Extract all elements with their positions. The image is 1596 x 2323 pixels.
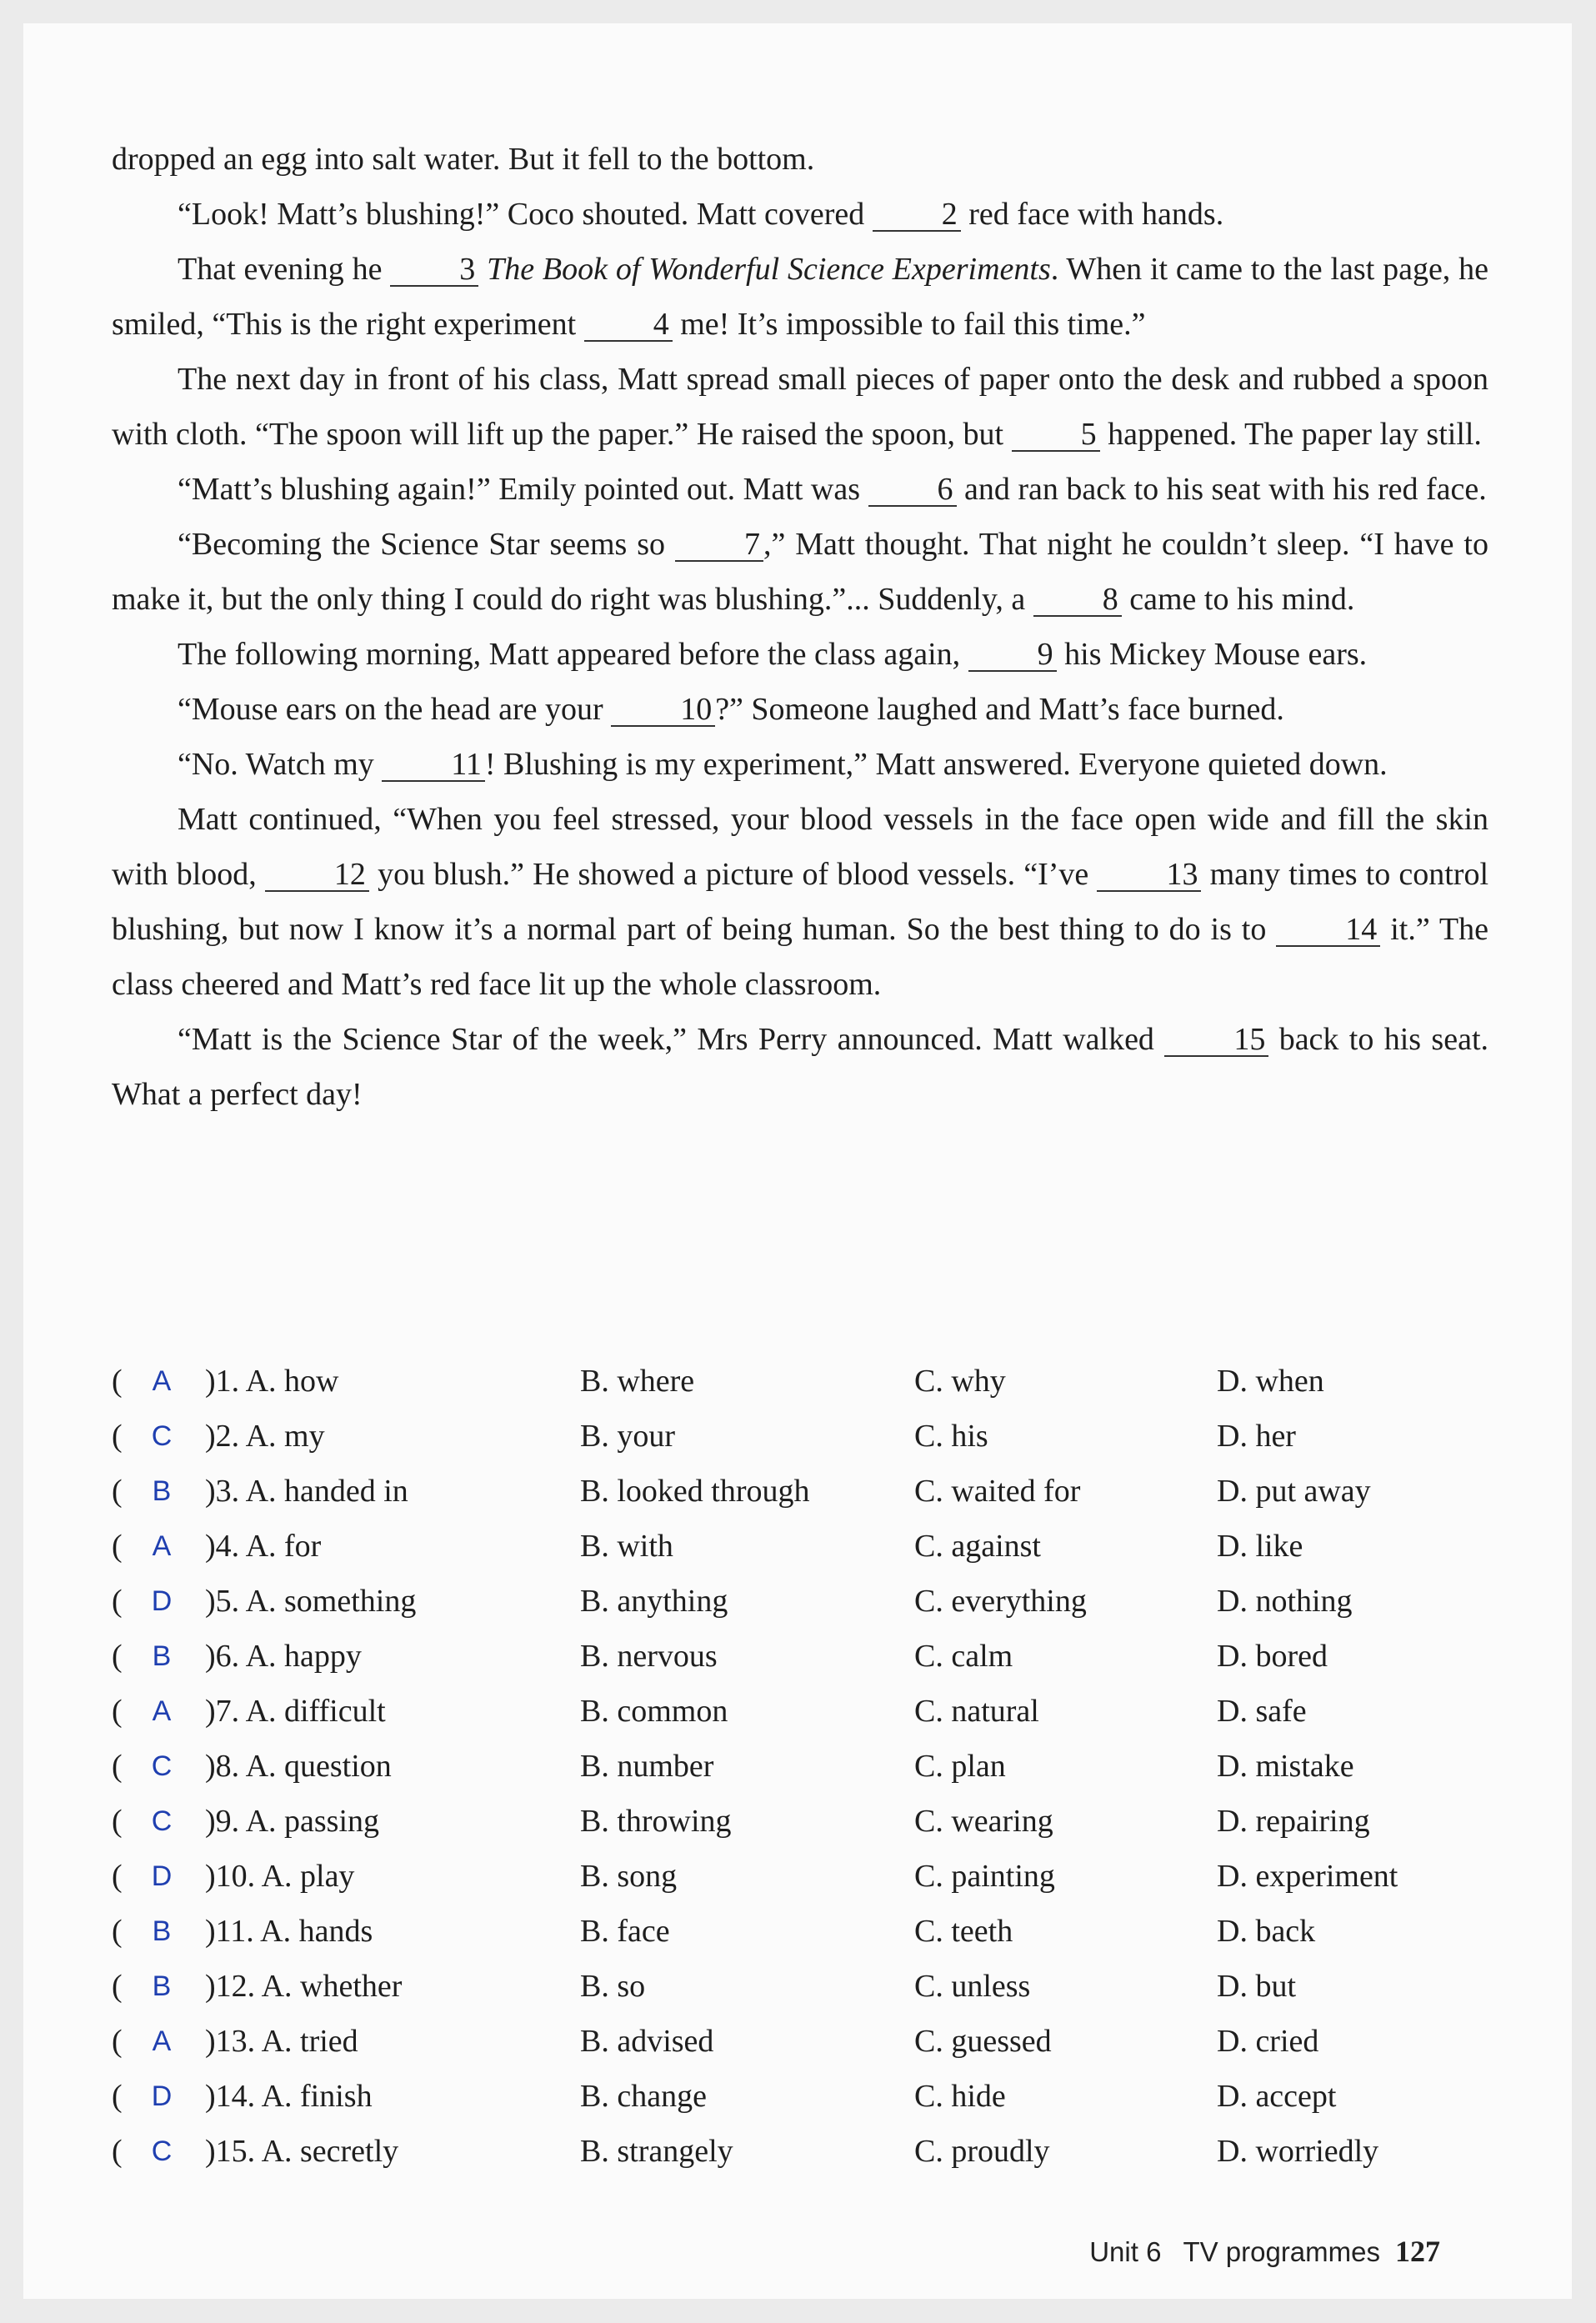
answer-mark: A bbox=[152, 1530, 172, 1562]
option-c: C. waited for bbox=[914, 1474, 1081, 1509]
option-d: D. nothing bbox=[1217, 1584, 1353, 1619]
blank-3: 3 bbox=[390, 253, 478, 287]
option-b: B. anything bbox=[580, 1584, 728, 1619]
paragraph-text: it.” The class cheered and Matt’s red face lit up the whole classroom. bbox=[112, 912, 1489, 1002]
option-d: D. bored bbox=[1217, 1639, 1328, 1674]
option-d: D. mistake bbox=[1217, 1749, 1354, 1784]
question-row: ( D )14. A. finish B. change C. hide D. accept bbox=[112, 2069, 1528, 2124]
option-a: A. tried bbox=[261, 2024, 358, 2059]
option-c: C. natural bbox=[914, 1694, 1039, 1729]
blank-14: 14 bbox=[1276, 914, 1380, 947]
blank-10: 10 bbox=[611, 693, 715, 727]
cloze-passage bbox=[112, 132, 1488, 1122]
option-a: A. handed in bbox=[245, 1474, 408, 1509]
paragraph-text: “Matt is the Science Star of the week,” Mrs Perry announced. Matt walked bbox=[178, 1022, 1154, 1057]
option-d: D. cried bbox=[1217, 2024, 1319, 2059]
answer-mark: B bbox=[152, 1640, 172, 1672]
question-row: ( B )3. A. handed in B. looked through C. waited for D. put away bbox=[112, 1464, 1528, 1519]
paragraph-text: ! Blushing is my experiment,” Matt answered. Everyone quieted down. bbox=[484, 747, 1388, 782]
paragraph-text: you blush.” He showed a picture of blood vessels. “I’ve bbox=[378, 857, 1089, 892]
option-c: C. calm bbox=[914, 1639, 1013, 1674]
option-b: B. strangely bbox=[580, 2134, 733, 2169]
option-d: D. put away bbox=[1217, 1474, 1371, 1509]
blank-11: 11 bbox=[382, 748, 485, 782]
question-number: )8. bbox=[205, 1749, 240, 1784]
option-a: A. how bbox=[245, 1364, 339, 1399]
question-row: ( C )15. A. secretly B. strangely C. proudly D. worriedly bbox=[112, 2124, 1528, 2179]
question-number: )14. bbox=[205, 2079, 256, 2114]
blank-2: 2 bbox=[873, 198, 961, 232]
blank-8: 8 bbox=[1033, 583, 1122, 617]
answer-mark: C bbox=[151, 2135, 173, 2167]
option-a: A. question bbox=[245, 1749, 392, 1784]
option-d: D. repairing bbox=[1217, 1804, 1370, 1839]
option-b: B. so bbox=[580, 1969, 646, 2004]
option-b: B. looked through bbox=[580, 1474, 810, 1509]
option-d: D. accept bbox=[1217, 2079, 1337, 2114]
question-number: )1. bbox=[205, 1364, 240, 1399]
question-row: ( C )8. A. question B. number C. plan D. mistake bbox=[112, 1739, 1528, 1794]
paragraph-text: his Mickey Mouse ears. bbox=[1064, 637, 1368, 672]
blank-15: 15 bbox=[1164, 1024, 1268, 1057]
page-footer bbox=[1089, 2234, 1440, 2269]
unit-label: Unit 6 bbox=[1089, 2236, 1162, 2267]
answer-mark: B bbox=[152, 1475, 172, 1507]
page-number: 127 bbox=[1395, 2235, 1440, 2268]
question-number: )10. bbox=[205, 1859, 256, 1894]
paragraph bbox=[112, 682, 1488, 737]
option-a: A. for bbox=[245, 1529, 322, 1564]
answer-mark: C bbox=[151, 1420, 173, 1452]
option-a: A. something bbox=[245, 1584, 417, 1619]
question-number: )11. bbox=[205, 1914, 254, 1949]
paragraph bbox=[112, 737, 1488, 792]
option-a: A. hands bbox=[260, 1914, 373, 1949]
question-number: )15. bbox=[205, 2134, 256, 2169]
answer-mark: A bbox=[152, 2025, 172, 2057]
unit-title: TV programmes bbox=[1183, 2236, 1380, 2267]
paragraph-text: many times to control blushing, but now I know it’s a normal part of being human. So the best thing to do is to bbox=[112, 857, 1489, 947]
paragraph-text: came to his mind. bbox=[1129, 582, 1355, 617]
answer-mark: A bbox=[152, 1365, 172, 1397]
blank-5: 5 bbox=[1012, 418, 1100, 452]
paragraph bbox=[112, 242, 1488, 352]
paragraph-text: ,” Matt thought. That night he couldn’t sleep. “I have to make it, but the only thing I could do right was blushing.”... Suddenly, a bbox=[112, 527, 1488, 617]
question-row: ( A )4. A. for B. with C. against D. like bbox=[112, 1519, 1528, 1574]
answer-mark: D bbox=[151, 1860, 173, 1892]
option-b: B. change bbox=[580, 2079, 707, 2114]
option-a: A. difficult bbox=[245, 1694, 386, 1729]
option-b: B. common bbox=[580, 1694, 728, 1729]
answer-mark: A bbox=[152, 1695, 172, 1727]
blank-9: 9 bbox=[968, 638, 1057, 672]
question-row: ( C )2. A. my B. your C. his D. her bbox=[112, 1409, 1528, 1464]
answer-mark: C bbox=[151, 1805, 173, 1837]
option-c: C. against bbox=[914, 1529, 1041, 1564]
question-row: ( B )12. A. whether B. so C. unless D. but bbox=[112, 1959, 1528, 2014]
paragraph bbox=[112, 132, 1488, 187]
question-number: )6. bbox=[205, 1639, 240, 1674]
question-row: ( A )13. A. tried B. advised C. guessed D. cried bbox=[112, 2014, 1528, 2069]
option-a: A. happy bbox=[245, 1639, 362, 1674]
question-row: ( D )10. A. play B. song C. painting D. experiment bbox=[112, 1849, 1528, 1904]
answer-mark: B bbox=[152, 1970, 172, 2002]
option-c: C. teeth bbox=[914, 1914, 1013, 1949]
blank-6: 6 bbox=[868, 473, 957, 507]
paragraph-text: . When it came to the last page, he smiled, “This is the right experiment bbox=[112, 252, 1488, 342]
option-c: C. guessed bbox=[914, 2024, 1052, 2059]
paragraph-text: That evening he bbox=[178, 252, 383, 287]
paragraph-text: The following morning, Matt appeared before the class again, bbox=[178, 637, 961, 672]
option-b: B. song bbox=[580, 1859, 678, 1894]
option-a: A. finish bbox=[261, 2079, 373, 2114]
blank-12: 12 bbox=[265, 859, 369, 892]
option-d: D. like bbox=[1217, 1529, 1303, 1564]
workbook-page bbox=[23, 23, 1572, 2299]
question-row: ( C )9. A. passing B. throwing C. wearing D. repairing bbox=[112, 1794, 1528, 1849]
option-b: B. nervous bbox=[580, 1639, 718, 1674]
paragraph-text: back to his seat. What a perfect day! bbox=[112, 1022, 1489, 1112]
question-number: )9. bbox=[205, 1804, 240, 1839]
option-c: C. hide bbox=[914, 2079, 1006, 2114]
option-d: D. but bbox=[1217, 1969, 1296, 2004]
option-b: B. where bbox=[580, 1364, 695, 1399]
paragraph bbox=[112, 1012, 1488, 1122]
question-number: )13. bbox=[205, 2024, 256, 2059]
option-d: D. safe bbox=[1217, 1694, 1307, 1729]
paragraph-text: happened. The paper lay still. bbox=[1108, 417, 1482, 452]
option-b: B. with bbox=[580, 1529, 673, 1564]
option-d: D. back bbox=[1217, 1914, 1316, 1949]
option-c: C. proudly bbox=[914, 2134, 1050, 2169]
option-c: C. plan bbox=[914, 1749, 1006, 1784]
question-row: ( D )5. A. something B. anything C. everything D. nothing bbox=[112, 1574, 1528, 1629]
paragraph bbox=[112, 352, 1488, 462]
option-b: B. advised bbox=[580, 2024, 714, 2059]
option-b: B. face bbox=[580, 1914, 670, 1949]
option-a: A. play bbox=[261, 1859, 355, 1894]
option-a: A. my bbox=[245, 1419, 325, 1454]
question-row: ( A )7. A. difficult B. common C. natural D. safe bbox=[112, 1684, 1528, 1739]
paragraph-text: “Becoming the Science Star seems so bbox=[178, 527, 666, 562]
option-c: C. why bbox=[914, 1364, 1006, 1399]
blank-13: 13 bbox=[1097, 859, 1201, 892]
option-a: A. whether bbox=[261, 1969, 403, 2004]
answer-mark: D bbox=[151, 1585, 173, 1617]
paragraph-text: The next day in front of his class, Matt spread small pieces of paper onto the desk and rubbed a spoon with cloth. “The spoon will lift up the paper.” He raised the spoon, but bbox=[112, 362, 1488, 452]
answer-options bbox=[112, 1354, 1528, 2179]
option-c: C. wearing bbox=[914, 1804, 1053, 1839]
paragraph-text: “No. Watch my bbox=[178, 747, 374, 782]
option-b: B. your bbox=[580, 1419, 675, 1454]
paragraph bbox=[112, 462, 1488, 517]
option-b: B. number bbox=[580, 1749, 714, 1784]
question-number: )12. bbox=[205, 1969, 256, 2004]
option-d: D. when bbox=[1217, 1364, 1324, 1399]
option-c: C. his bbox=[914, 1419, 988, 1454]
option-d: D. experiment bbox=[1217, 1859, 1398, 1894]
paragraph-text: and ran back to his seat with his red face. bbox=[964, 472, 1487, 507]
paragraph-text: “Matt’s blushing again!” Emily pointed out. Matt was bbox=[178, 472, 860, 507]
paragraph bbox=[112, 792, 1488, 1012]
blank-7: 7 bbox=[675, 528, 763, 562]
paragraph-text: ?” Someone laughed and Matt’s face burned. bbox=[715, 692, 1284, 727]
option-d: D. worriedly bbox=[1217, 2134, 1379, 2169]
answer-mark: B bbox=[152, 1915, 172, 1947]
question-number: )4. bbox=[205, 1529, 240, 1564]
answer-mark: D bbox=[151, 2080, 173, 2112]
question-number: )5. bbox=[205, 1584, 240, 1619]
paragraph-text: “Look! Matt’s blushing!” Coco shouted. Matt covered bbox=[178, 197, 865, 232]
paragraph-text: Matt continued, “When you feel stressed, your blood vessels in the face open wide and fill the skin with blood, bbox=[112, 802, 1488, 892]
option-c: C. unless bbox=[914, 1969, 1031, 2004]
option-c: C. everything bbox=[914, 1584, 1087, 1619]
book-title: The Book of Wonderful Science Experiments bbox=[487, 252, 1051, 287]
paragraph-text: me! It’s impossible to fail this time.” bbox=[680, 307, 1146, 342]
paragraph bbox=[112, 187, 1488, 242]
option-c: C. painting bbox=[914, 1859, 1055, 1894]
option-a: A. passing bbox=[245, 1804, 380, 1839]
paragraph bbox=[112, 517, 1488, 627]
option-b: B. throwing bbox=[580, 1804, 732, 1839]
question-row: ( A )1. A. how B. where C. why D. when bbox=[112, 1354, 1528, 1409]
paragraph-text: dropped an egg into salt water. But it fell to the bottom. bbox=[112, 142, 815, 177]
paragraph-text: “Mouse ears on the head are your bbox=[178, 692, 603, 727]
question-number: )3. bbox=[205, 1474, 240, 1509]
option-d: D. her bbox=[1217, 1419, 1296, 1454]
paragraph-text: red face with hands. bbox=[968, 197, 1224, 232]
question-row: ( B )11. A. hands B. face C. teeth D. back bbox=[112, 1904, 1528, 1959]
paragraph bbox=[112, 627, 1488, 682]
question-number: )7. bbox=[205, 1694, 240, 1729]
answer-mark: C bbox=[151, 1750, 173, 1782]
question-row: ( B )6. A. happy B. nervous C. calm D. bored bbox=[112, 1629, 1528, 1684]
blank-4: 4 bbox=[584, 308, 673, 342]
question-number: )2. bbox=[205, 1419, 240, 1454]
option-a: A. secretly bbox=[261, 2134, 399, 2169]
